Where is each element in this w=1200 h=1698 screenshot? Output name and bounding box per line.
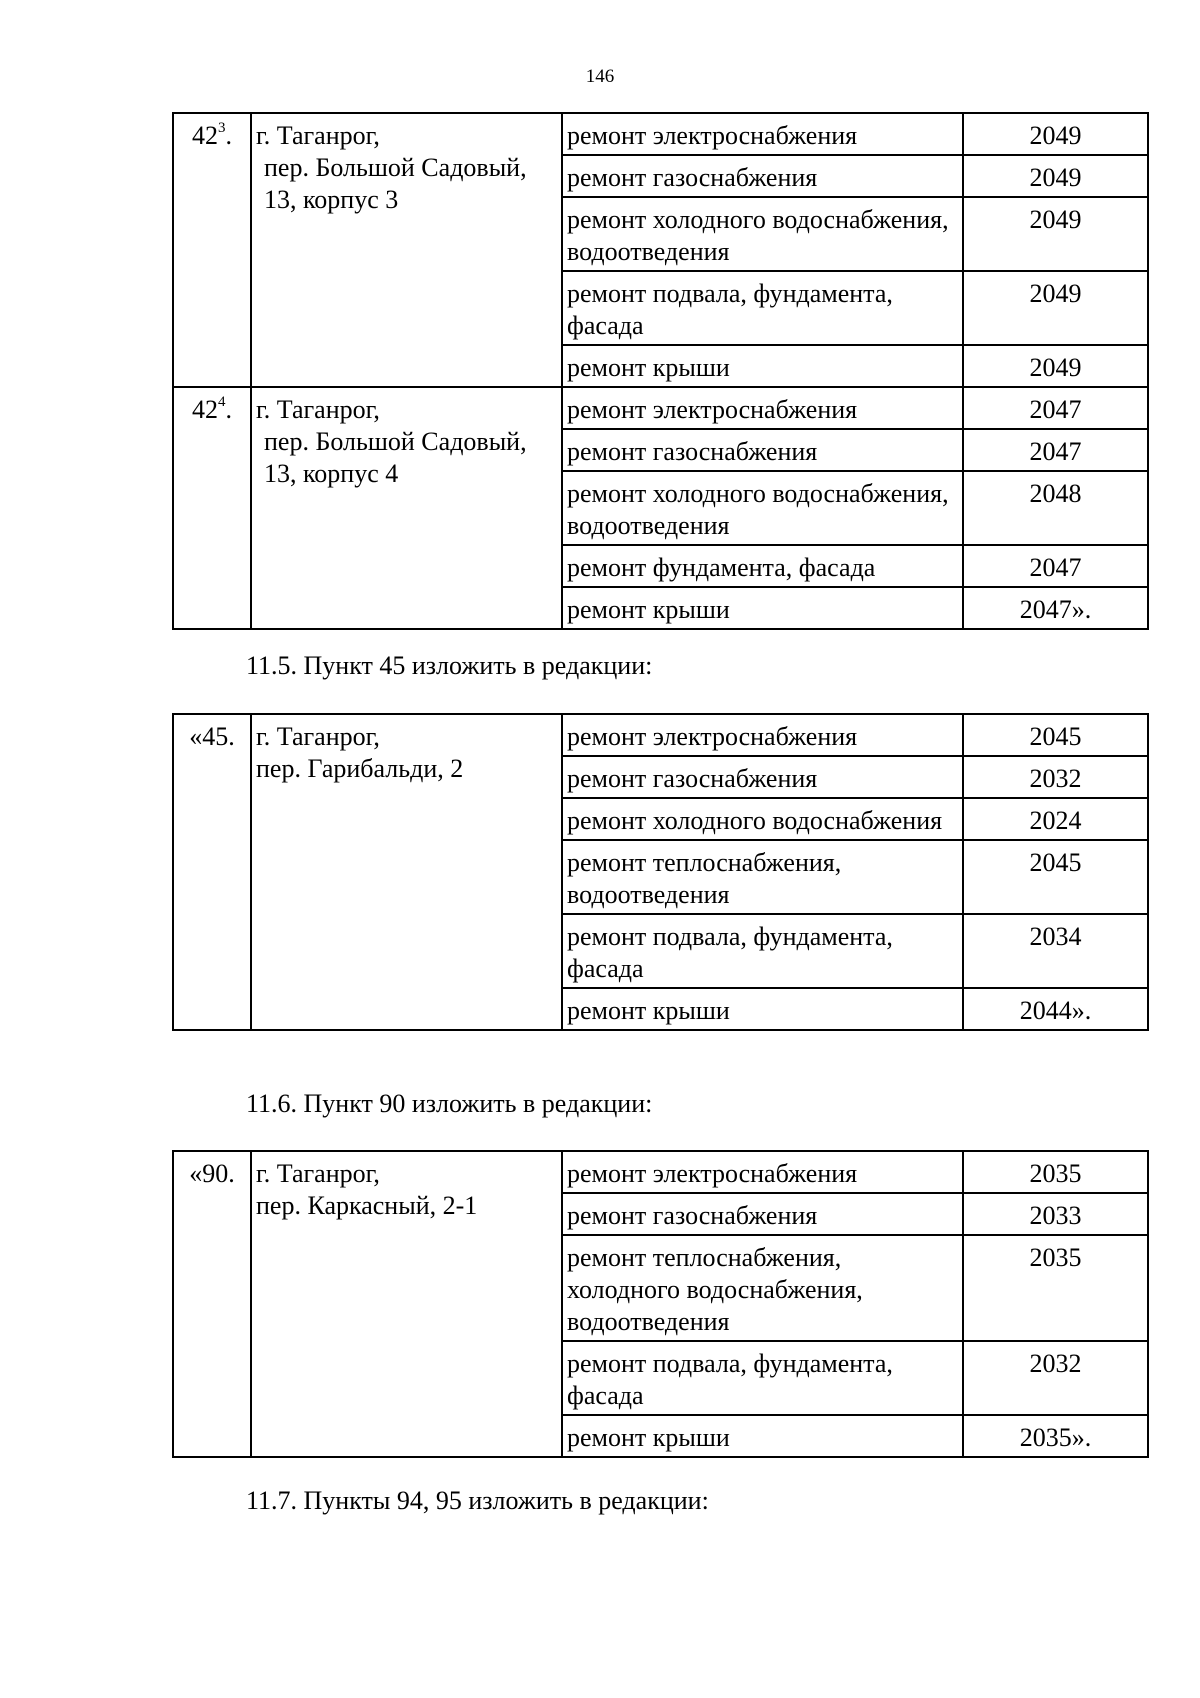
- address-line: г. Таганрог,: [256, 722, 380, 751]
- work-type-cell: ремонт электроснабжения: [562, 387, 963, 429]
- paragraph-11-7: 11.7. Пункты 94, 95 изложить в редакции:: [246, 1486, 709, 1515]
- table-row: [173, 387, 1148, 429]
- paragraph-11-5: 11.5. Пункт 45 изложить в редакции:: [246, 651, 653, 680]
- work-type-cell: ремонт холодного водоснабжения, водоотведения: [562, 197, 963, 271]
- year-cell: 2049: [963, 155, 1148, 197]
- year-cell: 2035».: [963, 1415, 1148, 1457]
- work-type-cell: ремонт холодного водоснабжения, водоотведения: [562, 471, 963, 545]
- year-cell: 2045: [963, 714, 1148, 756]
- year-cell: 2035: [963, 1235, 1148, 1341]
- table-row: [173, 113, 1148, 155]
- address-line: г. Таганрог,: [256, 121, 380, 150]
- address-line: пер. Большой Садовый,: [264, 427, 527, 456]
- address-line: г. Таганрог,: [256, 1159, 380, 1188]
- table-row: [173, 1151, 1148, 1193]
- year-cell: 2047».: [963, 587, 1148, 629]
- address-line: пер. Каркасный, 2-1: [256, 1191, 478, 1220]
- work-type-cell: ремонт газоснабжения: [562, 756, 963, 798]
- work-type-cell: ремонт подвала, фундамента, фасада: [562, 1341, 963, 1415]
- work-type-cell: ремонт крыши: [562, 345, 963, 387]
- year-cell: 2049: [963, 113, 1148, 155]
- year-cell: 2035: [963, 1151, 1148, 1193]
- work-type-cell: ремонт крыши: [562, 988, 963, 1030]
- address-cell: [251, 714, 562, 1030]
- work-type-cell: ремонт газоснабжения: [562, 429, 963, 471]
- address-cell: [251, 1151, 562, 1457]
- year-cell: 2033: [963, 1193, 1148, 1235]
- work-type-cell: ремонт теплоснабжения, холодного водоснабжения, водоотведения: [562, 1235, 963, 1341]
- address-line: 13, корпус 3: [264, 185, 399, 214]
- address-line: пер. Гарибальди, 2: [256, 754, 464, 783]
- item-number: $42^4$.: [173, 387, 251, 629]
- repair-schedule-table-1: [172, 112, 1149, 630]
- work-type-cell: ремонт газоснабжения: [562, 155, 963, 197]
- year-cell: 2034: [963, 914, 1148, 988]
- work-type-cell: ремонт теплоснабжения, водоотведения: [562, 840, 963, 914]
- work-type-cell: ремонт электроснабжения: [562, 113, 963, 155]
- address-line: пер. Большой Садовый,: [264, 153, 527, 182]
- work-type-cell: ремонт электроснабжения: [562, 1151, 963, 1193]
- paragraph-11-6: 11.6. Пункт 90 изложить в редакции:: [246, 1089, 653, 1118]
- work-type-cell: ремонт газоснабжения: [562, 1193, 963, 1235]
- address-cell: [251, 387, 562, 629]
- year-cell: 2044».: [963, 988, 1148, 1030]
- year-cell: 2047: [963, 545, 1148, 587]
- work-type-cell: ремонт подвала, фундамента, фасада: [562, 271, 963, 345]
- item-number: «90.: [173, 1151, 251, 1457]
- repair-schedule-table-2: [172, 713, 1149, 1031]
- year-cell: 2049: [963, 345, 1148, 387]
- year-cell: 2049: [963, 271, 1148, 345]
- work-type-cell: ремонт крыши: [562, 1415, 963, 1457]
- work-type-cell: ремонт подвала, фундамента, фасада: [562, 914, 963, 988]
- work-type-cell: ремонт фундамента, фасада: [562, 545, 963, 587]
- work-type-cell: ремонт электроснабжения: [562, 714, 963, 756]
- year-cell: 2047: [963, 429, 1148, 471]
- table-row: [173, 714, 1148, 756]
- year-cell: 2032: [963, 1341, 1148, 1415]
- year-cell: 2047: [963, 387, 1148, 429]
- year-cell: 2049: [963, 197, 1148, 271]
- work-type-cell: ремонт холодного водоснабжения: [562, 798, 963, 840]
- year-cell: 2032: [963, 756, 1148, 798]
- address-line: г. Таганрог,: [256, 395, 380, 424]
- work-type-cell: ремонт крыши: [562, 587, 963, 629]
- repair-schedule-table-3: [172, 1150, 1149, 1458]
- year-cell: 2024: [963, 798, 1148, 840]
- page-number: 146: [585, 66, 615, 87]
- year-cell: 2045: [963, 840, 1148, 914]
- item-number: «45.: [173, 714, 251, 1030]
- address-line: 13, корпус 4: [264, 459, 399, 488]
- year-cell: 2048: [963, 471, 1148, 545]
- address-cell: [251, 113, 562, 387]
- item-number: $42^3$.: [173, 113, 251, 387]
